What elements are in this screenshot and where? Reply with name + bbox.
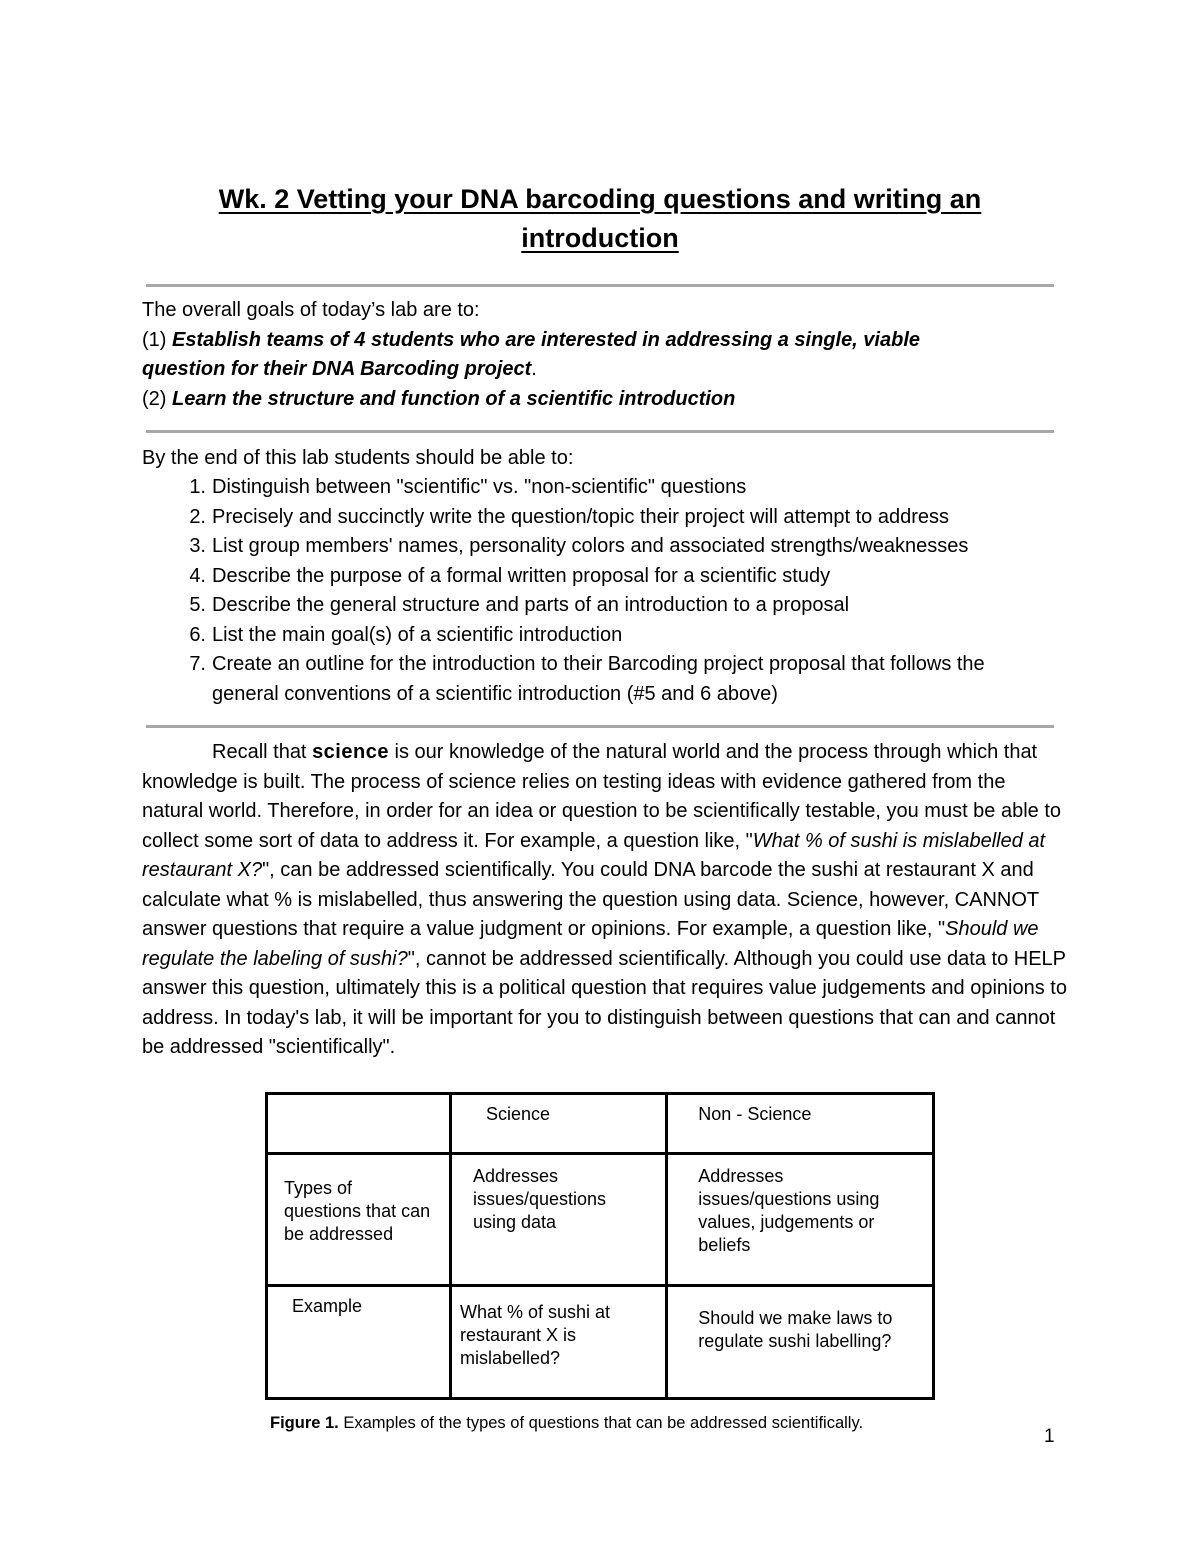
divider-2 <box>146 430 1054 433</box>
divider-1 <box>146 284 1054 287</box>
objective-item: 1. Distinguish between "scientific" vs. "non-scientific" questions <box>189 476 747 498</box>
table-header-science: Science <box>450 1094 666 1154</box>
goal-2-bold: Learn the structure and function of a scientific introduction <box>172 387 736 410</box>
figure-1-table <box>265 1092 935 1400</box>
objectives-list <box>142 473 1062 709</box>
divider-3 <box>146 725 1054 728</box>
objective-item: 2. Precisely and succinctly write the question/topic their project will attempt to address <box>189 505 950 528</box>
scientific-question-example: What % of sushi is mislabelled at restaurant X? <box>142 829 1046 881</box>
table-row-label: Example <box>267 1286 451 1399</box>
non-scientific-question-example: Should we regulate the labeling of sushi? <box>142 918 1039 970</box>
table-cell-science: What % of sushi at restaurant X is mislabelled? <box>450 1286 666 1399</box>
table-cell-non-science: Should we make laws to regulate sushi labelling? <box>667 1286 934 1399</box>
title-line-2: introduction <box>521 223 679 253</box>
goal-1-number: (1) <box>142 328 172 351</box>
page-title <box>0 180 1200 258</box>
goal-2 <box>142 385 735 415</box>
goal-1-bold-1: Establish teams of 4 students who are interested in addressing a single, viable <box>172 328 920 351</box>
table-header-non-science: Non - Science <box>667 1094 934 1154</box>
objective-item: 3. List group members' names, personality colors and associated strengths/weaknesses <box>189 535 969 557</box>
table-row <box>267 1154 934 1286</box>
goal-1-line-2 <box>142 355 537 385</box>
table-corner-cell <box>267 1094 451 1154</box>
table-cell-science: Addresses issues/questions using data <box>450 1154 666 1286</box>
objective-item: 4. Describe the purpose of a formal written proposal for a scientific study <box>189 564 831 587</box>
objectives-intro: By the end of this lab students should be able to: <box>142 446 574 469</box>
table-row <box>267 1286 934 1399</box>
objective-item: 5. Describe the general structure and parts of an introduction to a proposal <box>189 594 850 616</box>
goal-2-number: (2) <box>142 387 172 410</box>
table-row-label: Types of questions that can be addressed <box>267 1154 451 1286</box>
goal-1-tail: . <box>531 358 537 380</box>
goals-intro: The overall goals of today’s lab are to: <box>142 299 480 321</box>
page-number: 1 <box>1044 1426 1055 1447</box>
goal-1-line-1 <box>142 326 920 356</box>
objective-item: 6. List the main goal(s) of a scientific introduction <box>189 623 623 646</box>
table-header-row <box>267 1094 934 1154</box>
figure-caption: Figure 1. Examples of the types of questions that can be addressed scientifically. <box>270 1414 864 1432</box>
goal-1-bold-2: question for their DNA Barcoding project <box>142 358 532 380</box>
figure-label: Figure 1. <box>270 1414 339 1432</box>
table-cell-non-science: Addresses issues/questions using values, judgements or beliefs <box>667 1154 934 1286</box>
objective-item: 7. Create an outline for the introduction to their Barcoding project proposal that follows the general conventions of a scientific introduction (#5 and 6 above) <box>189 653 985 705</box>
body-paragraph: Recall that science is our knowledge of the natural world and the process through which that knowledge is built. The process of science relies on testing ideas with evidence gathered from the natural world. Therefore, in order for an idea or question to be scientifically testable, you must be able to collect some sort of data to address it. For example, a question like, "What % of sushi is mislabelled at restaurant X?", can be addressed scientifically. You could DNA barcode the sushi at restaurant X and calculate what % is mislabelled, thus answering the question using data. Science, however, CANNOT answer questions that require a value judgment or opinions. For example, a question like, "Should we regulate the labeling of sushi?", cannot be addressed scientifically. Although you could use data to HELP answer this question, ultimately this is a political question that requires value judgements and opinions to address. In today's lab, it will be important for you to distinguish between questions that can and cannot be addressed "scientifically". <box>142 741 1067 1058</box>
title-line-1: Wk. 2 Vetting your DNA barcoding questions and writing an <box>218 184 982 214</box>
science-term: science <box>312 741 389 763</box>
